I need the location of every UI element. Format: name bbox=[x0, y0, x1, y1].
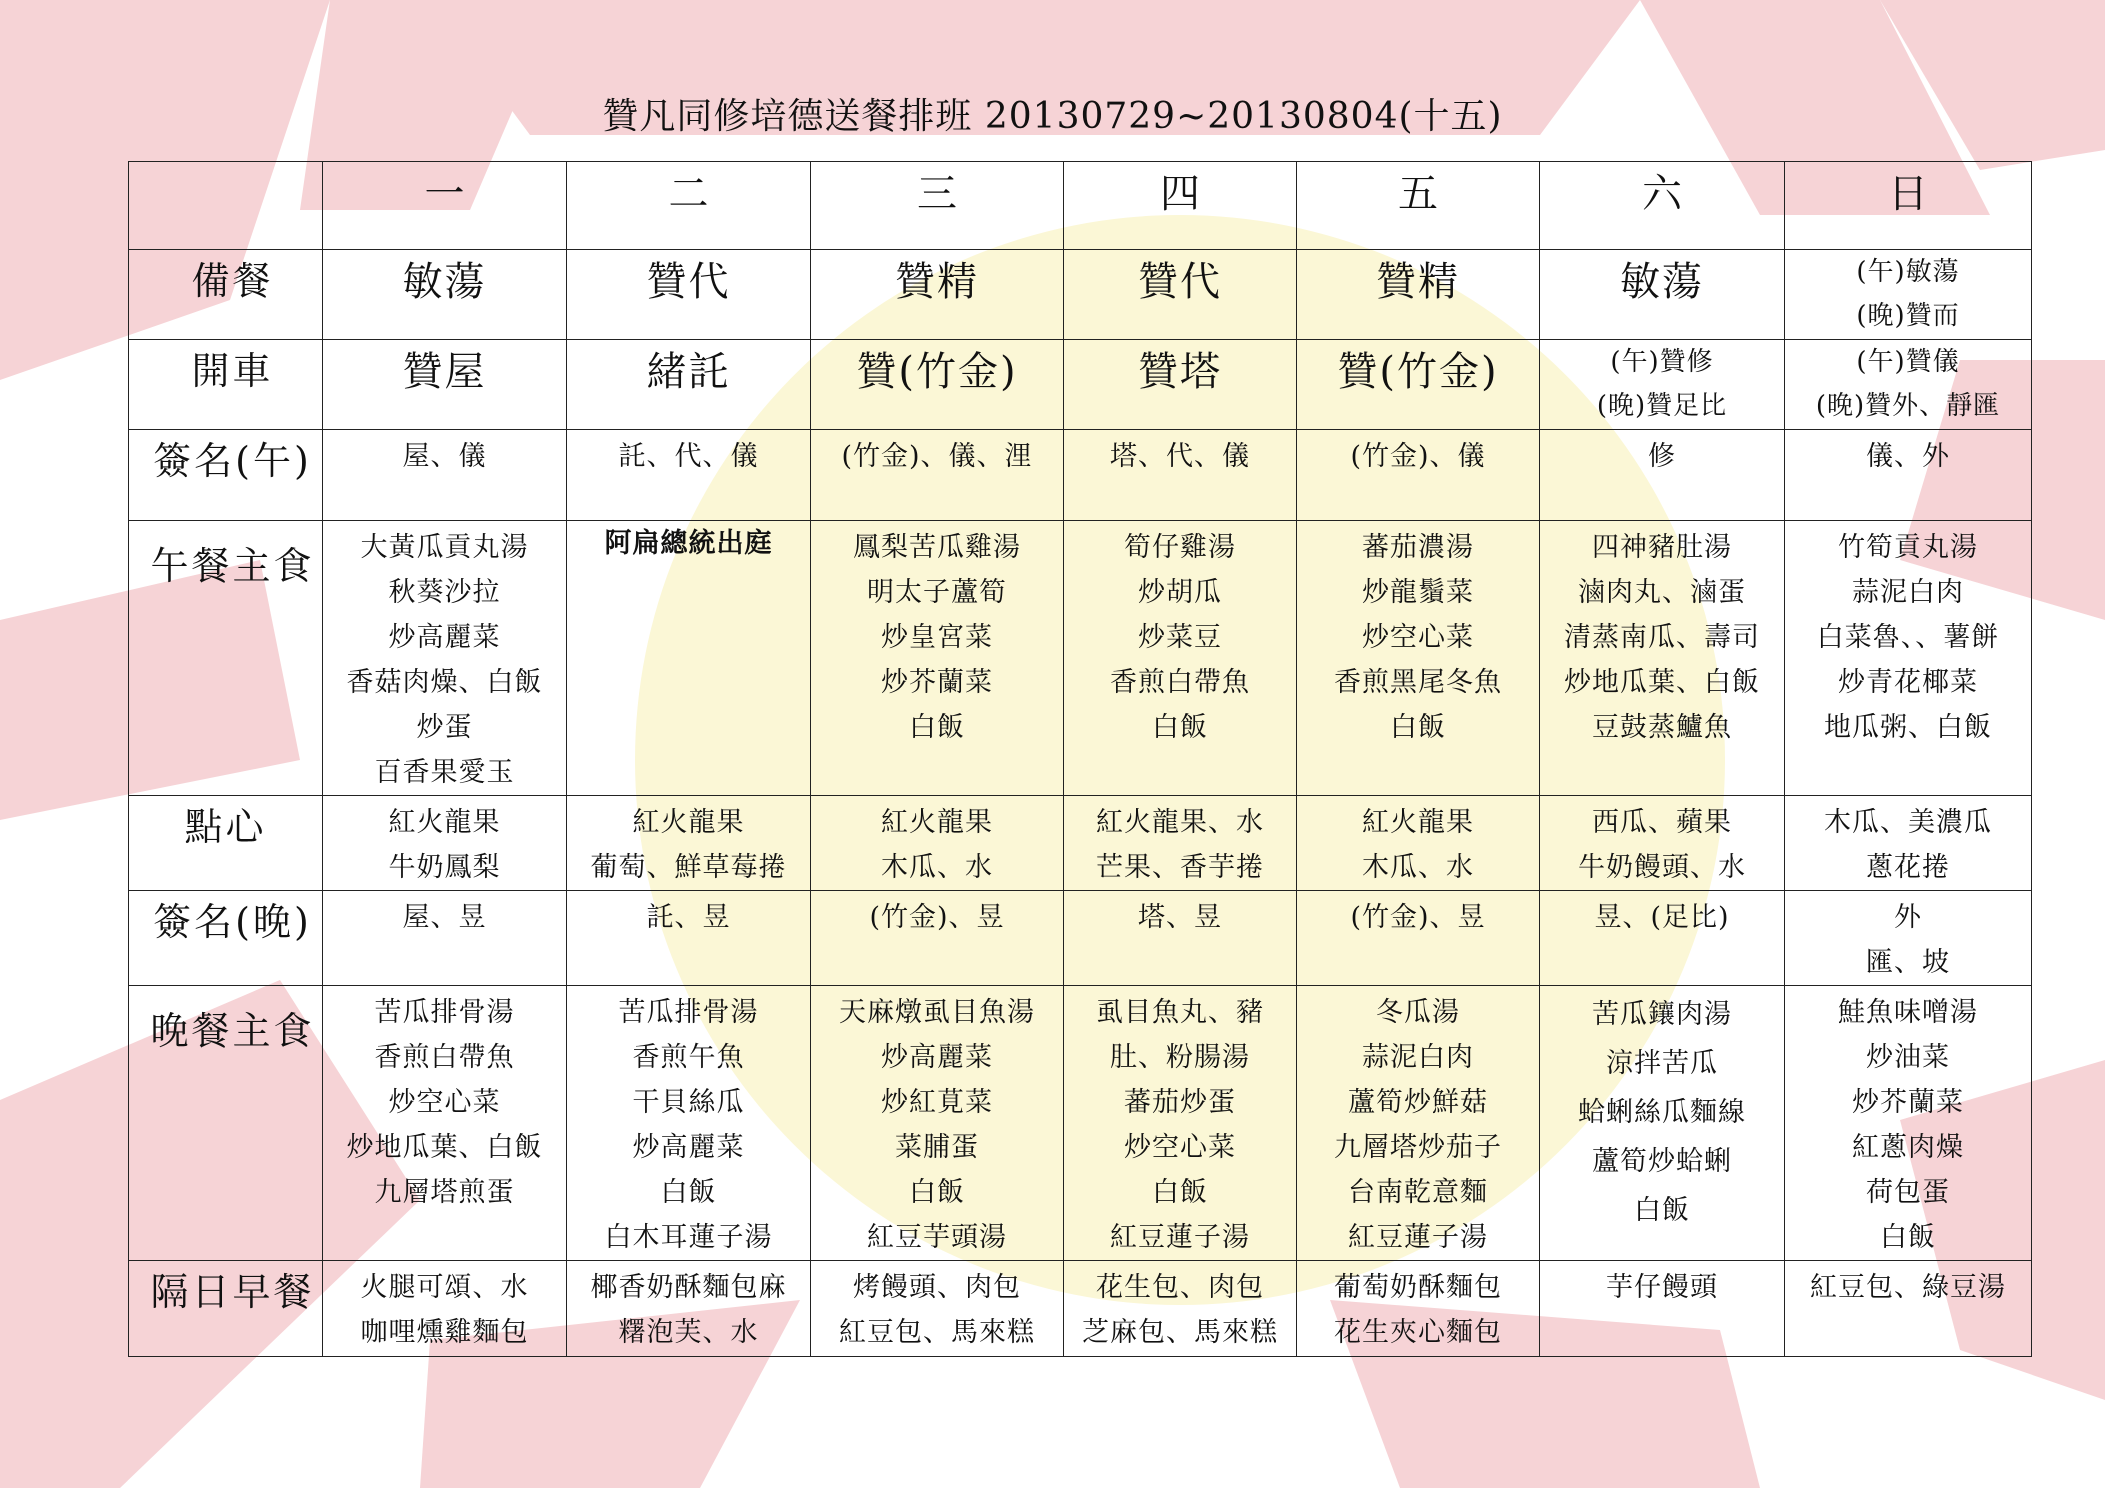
cell-line: 芋仔饅頭 bbox=[1606, 1272, 1718, 1303]
schedule-cell: 贊代 bbox=[1064, 250, 1297, 340]
cell-line: 蕃茄炒蛋 bbox=[1124, 1087, 1236, 1118]
cell-line: 椰香奶酥麵包麻 bbox=[590, 1272, 787, 1303]
cell-line: (晚)贊足比 bbox=[1596, 391, 1728, 421]
row-label: 晚餐主食 bbox=[129, 986, 323, 1261]
cell-line: 荷包蛋 bbox=[1866, 1177, 1950, 1208]
schedule-cell bbox=[1064, 986, 1297, 1261]
schedule-cell bbox=[567, 521, 811, 796]
day-header: 四 bbox=[1064, 162, 1297, 250]
cell-line: 炒胡瓜 bbox=[1138, 577, 1222, 608]
row-label: 簽名(午) bbox=[129, 430, 323, 521]
cell-line: 火腿可頌、水 bbox=[360, 1272, 529, 1303]
row-breakfast bbox=[129, 1261, 2032, 1357]
cell-line: 花生包、肉包 bbox=[1096, 1272, 1264, 1303]
row-label: 午餐主食 bbox=[129, 521, 323, 796]
cell-line: 紅火龍果 bbox=[881, 807, 993, 838]
cell-line: 苦瓜鑲肉湯 bbox=[1592, 999, 1732, 1030]
schedule-cell: 贊精 bbox=[811, 250, 1064, 340]
cell-line: 白飯 bbox=[1880, 1222, 1936, 1253]
cell-line: 芒果、香芋捲 bbox=[1096, 852, 1264, 883]
cell-line: 炒空心菜 bbox=[1124, 1132, 1236, 1163]
schedule-cell bbox=[1297, 1261, 1540, 1357]
cell-line: 炒芥蘭菜 bbox=[881, 667, 993, 698]
cell-line: 苦瓜排骨湯 bbox=[618, 997, 759, 1028]
cell-line: 大黃瓜貢丸湯 bbox=[360, 532, 529, 563]
cell-line: 香煎白帶魚 bbox=[374, 1042, 515, 1073]
cell-line: 紅豆包、馬來糕 bbox=[839, 1317, 1035, 1348]
row-drive bbox=[129, 340, 2032, 430]
schedule-cell bbox=[1064, 430, 1297, 521]
cell-line: 百香果愛玉 bbox=[374, 757, 515, 788]
day-header: 日 bbox=[1785, 162, 2032, 250]
cell-line: 天麻燉虱目魚湯 bbox=[839, 997, 1035, 1028]
cell-line: 豆鼓蒸鱸魚 bbox=[1592, 712, 1732, 743]
schedule-cell bbox=[1785, 340, 2032, 430]
cell-line: 涼拌苦瓜 bbox=[1606, 1048, 1718, 1079]
schedule-cell bbox=[811, 796, 1064, 891]
row-label: 隔日早餐 bbox=[129, 1261, 323, 1357]
cell-line: 烤饅頭、肉包 bbox=[853, 1272, 1021, 1303]
cell-line: 白飯 bbox=[1152, 1177, 1208, 1208]
cell-line: 紅蔥肉燥 bbox=[1852, 1132, 1964, 1163]
schedule-cell bbox=[1540, 796, 1785, 891]
cell-line: (午)贊儀 bbox=[1856, 347, 1960, 377]
cell-line: 蒜泥白肉 bbox=[1362, 1042, 1474, 1073]
cell-line: 木瓜、水 bbox=[1362, 852, 1474, 883]
cell-line: 炒蛋 bbox=[416, 712, 473, 743]
cell-line: 炒地瓜葉、白飯 bbox=[346, 1132, 543, 1163]
cell-line: 炒芥蘭菜 bbox=[1852, 1087, 1964, 1118]
row-lunch bbox=[129, 521, 2032, 796]
cell-line: 地瓜粥、白飯 bbox=[1824, 712, 1992, 743]
schedule-cell bbox=[1064, 796, 1297, 891]
schedule-cell bbox=[567, 796, 811, 891]
cell-line: 菜脯蛋 bbox=[895, 1132, 979, 1163]
schedule-cell bbox=[323, 1261, 567, 1357]
schedule-cell bbox=[1785, 986, 2032, 1261]
row-label: 簽名(晚) bbox=[129, 891, 323, 986]
schedule-cell bbox=[1064, 1261, 1297, 1357]
day-header: 六 bbox=[1540, 162, 1785, 250]
schedule-cell bbox=[567, 1261, 811, 1357]
cell-line: 台南乾意麵 bbox=[1348, 1177, 1488, 1208]
cell-line: 炒皇宮菜 bbox=[881, 622, 993, 653]
cell-line: 牛奶鳳梨 bbox=[388, 852, 501, 883]
cell-line: 香煎白帶魚 bbox=[1110, 667, 1250, 698]
cell-line: 炒菜豆 bbox=[1138, 622, 1222, 653]
cell-line: 葡萄奶酥麵包 bbox=[1334, 1272, 1502, 1303]
cell-line: 四神豬肚湯 bbox=[1592, 532, 1732, 563]
schedule-cell bbox=[1540, 986, 1785, 1261]
cell-line: 滷肉丸、滷蛋 bbox=[1578, 577, 1746, 608]
schedule-cell bbox=[1540, 340, 1785, 430]
cell-line: 炒空心菜 bbox=[1362, 622, 1474, 653]
cell-line: 清蒸南瓜、壽司 bbox=[1564, 622, 1760, 653]
schedule-cell bbox=[1785, 1261, 2032, 1357]
cell-line: (竹金)、儀、浬 bbox=[841, 441, 1033, 472]
schedule-cell bbox=[1540, 430, 1785, 521]
cell-line: 肚、粉腸湯 bbox=[1110, 1042, 1250, 1073]
schedule-cell bbox=[567, 891, 811, 986]
cell-line: 木瓜、水 bbox=[881, 852, 993, 883]
cell-line: 冬瓜湯 bbox=[1376, 997, 1460, 1028]
cell-line: 白木耳蓮子湯 bbox=[604, 1222, 773, 1253]
schedule-cell bbox=[1785, 430, 2032, 521]
cell-line: 紅豆蓮子湯 bbox=[1110, 1222, 1250, 1253]
cell-line: 屋、儀 bbox=[402, 441, 487, 472]
cell-line: 紅火龍果 bbox=[1362, 807, 1474, 838]
schedule-cell bbox=[811, 891, 1064, 986]
cell-line: 蔥花捲 bbox=[1866, 852, 1950, 883]
row-label: 開車 bbox=[129, 340, 323, 430]
cell-line: 西瓜、蘋果 bbox=[1592, 807, 1732, 838]
schedule-cell bbox=[811, 1261, 1064, 1357]
cell-line: 明太子蘆筍 bbox=[867, 577, 1007, 608]
schedule-cell: 緒託 bbox=[567, 340, 811, 430]
schedule-cell bbox=[1785, 796, 2032, 891]
meal-schedule-table bbox=[128, 161, 2032, 1357]
schedule-cell bbox=[811, 430, 1064, 521]
schedule-cell bbox=[323, 796, 567, 891]
cell-line: 阿扁總統出庭 bbox=[604, 528, 773, 559]
row-snack bbox=[129, 796, 2032, 891]
cell-line: 託、昱 bbox=[646, 902, 731, 933]
schedule-cell bbox=[811, 986, 1064, 1261]
cell-line: 香煎午魚 bbox=[632, 1042, 745, 1073]
cell-line: (午)贊修 bbox=[1610, 347, 1714, 377]
cell-line: 葡萄、鮮草莓捲 bbox=[590, 852, 787, 883]
schedule-cell bbox=[1297, 521, 1540, 796]
cell-line: 蕃茄濃湯 bbox=[1362, 532, 1474, 563]
cell-line: 修 bbox=[1648, 441, 1676, 472]
cell-line: 白飯 bbox=[1634, 1195, 1690, 1226]
row-sign-noon bbox=[129, 430, 2032, 521]
cell-line: 白飯 bbox=[1390, 712, 1446, 743]
corner-cell bbox=[129, 162, 323, 250]
cell-line: 昱、(足比) bbox=[1594, 902, 1730, 933]
cell-line: 虱目魚丸、豬 bbox=[1096, 997, 1264, 1028]
schedule-cell: 敏蕩 bbox=[323, 250, 567, 340]
cell-line: 咖哩燻雞麵包 bbox=[360, 1317, 529, 1348]
cell-line: 白飯 bbox=[660, 1177, 717, 1208]
schedule-cell bbox=[1540, 1261, 1785, 1357]
schedule-cell: 贊代 bbox=[567, 250, 811, 340]
row-dinner bbox=[129, 986, 2032, 1261]
cell-line: 塔、昱 bbox=[1138, 902, 1222, 933]
cell-line: 鮭魚味噌湯 bbox=[1838, 997, 1978, 1028]
cell-line: 塔、代、儀 bbox=[1110, 441, 1250, 472]
cell-line: 秋葵沙拉 bbox=[388, 577, 501, 608]
schedule-cell: 贊(竹金) bbox=[1297, 340, 1540, 430]
cell-line: 託、代、儀 bbox=[618, 441, 759, 472]
cell-line: 筍仔雞湯 bbox=[1124, 532, 1236, 563]
cell-line: 蒜泥白肉 bbox=[1852, 577, 1964, 608]
cell-line: 紅火龍果、水 bbox=[1096, 807, 1264, 838]
cell-line: (竹金)、儀 bbox=[1350, 441, 1486, 472]
row-sign-eve bbox=[129, 891, 2032, 986]
day-header: 五 bbox=[1297, 162, 1540, 250]
cell-line: 炒空心菜 bbox=[388, 1087, 501, 1118]
cell-line: 九層塔炒茄子 bbox=[1334, 1132, 1502, 1163]
cell-line: 苦瓜排骨湯 bbox=[374, 997, 515, 1028]
cell-line: 香煎黑尾冬魚 bbox=[1334, 667, 1502, 698]
schedule-cell: 贊屋 bbox=[323, 340, 567, 430]
schedule-cell bbox=[323, 891, 567, 986]
schedule-cell: 贊塔 bbox=[1064, 340, 1297, 430]
cell-line: 炒青花椰菜 bbox=[1838, 667, 1978, 698]
cell-line: (晚)贊而 bbox=[1856, 301, 1960, 331]
cell-line: 炒油菜 bbox=[1866, 1042, 1950, 1073]
cell-line: 紅豆芋頭湯 bbox=[867, 1222, 1007, 1253]
schedule-cell bbox=[1785, 250, 2032, 340]
cell-line: 干貝絲瓜 bbox=[632, 1087, 745, 1118]
cell-line: 炒龍鬚菜 bbox=[1362, 577, 1474, 608]
schedule-cell bbox=[1785, 891, 2032, 986]
schedule-cell bbox=[323, 986, 567, 1261]
cell-line: 花生夾心麵包 bbox=[1334, 1317, 1502, 1348]
cell-line: 香菇肉燥、白飯 bbox=[346, 667, 543, 698]
schedule-cell bbox=[323, 430, 567, 521]
row-label: 點心 bbox=[129, 796, 323, 891]
schedule-cell bbox=[1540, 521, 1785, 796]
cell-line: (竹金)、昱 bbox=[869, 902, 1005, 933]
schedule-cell bbox=[1297, 796, 1540, 891]
schedule-cell: 敏蕩 bbox=[1540, 250, 1785, 340]
cell-line: 紅豆包、綠豆湯 bbox=[1810, 1272, 2006, 1303]
schedule-cell bbox=[323, 521, 567, 796]
day-header: 一 bbox=[323, 162, 567, 250]
cell-line: 儀、外 bbox=[1866, 441, 1950, 472]
cell-line: 木瓜、美濃瓜 bbox=[1824, 807, 1992, 838]
schedule-cell bbox=[1297, 986, 1540, 1261]
schedule-cell: 贊精 bbox=[1297, 250, 1540, 340]
cell-line: 炒地瓜葉、白飯 bbox=[1564, 667, 1760, 698]
schedule-cell bbox=[1785, 521, 2032, 796]
schedule-cell bbox=[1064, 891, 1297, 986]
cell-line: 蘆筍炒鮮菇 bbox=[1348, 1087, 1488, 1118]
cell-line: 糬泡芙、水 bbox=[618, 1317, 759, 1348]
cell-line: 屋、昱 bbox=[402, 902, 487, 933]
cell-line: 鳳梨苦瓜雞湯 bbox=[853, 532, 1021, 563]
cell-line: 炒紅莧菜 bbox=[881, 1087, 993, 1118]
cell-line: 外 bbox=[1894, 902, 1922, 933]
cell-line: (午)敏蕩 bbox=[1856, 257, 1960, 287]
schedule-cell bbox=[567, 986, 811, 1261]
cell-line: 白飯 bbox=[1152, 712, 1208, 743]
schedule-cell bbox=[1540, 891, 1785, 986]
cell-line: (晚)贊外、靜匯 bbox=[1815, 391, 2001, 421]
cell-line: 竹筍貢丸湯 bbox=[1838, 532, 1978, 563]
cell-line: (竹金)、昱 bbox=[1350, 902, 1486, 933]
cell-line: 白菜魯、、薯餅 bbox=[1816, 622, 2000, 653]
cell-line: 白飯 bbox=[909, 1177, 965, 1208]
cell-line: 牛奶饅頭、水 bbox=[1578, 852, 1746, 883]
cell-line: 白飯 bbox=[909, 712, 965, 743]
schedule-cell: 贊(竹金) bbox=[811, 340, 1064, 430]
row-prep bbox=[129, 250, 2032, 340]
cell-line: 芝麻包、馬來糕 bbox=[1082, 1317, 1278, 1348]
cell-line: 九層塔煎蛋 bbox=[374, 1177, 515, 1208]
cell-line: 炒高麗菜 bbox=[632, 1132, 745, 1163]
day-header-row bbox=[129, 162, 2032, 250]
schedule-cell bbox=[567, 430, 811, 521]
cell-line: 匯、坡 bbox=[1866, 947, 1950, 978]
schedule-cell bbox=[1297, 430, 1540, 521]
schedule-cell bbox=[811, 521, 1064, 796]
cell-line: 紅火龍果 bbox=[388, 807, 501, 838]
day-header: 二 bbox=[567, 162, 811, 250]
row-label: 備餐 bbox=[129, 250, 323, 340]
cell-line: 紅豆蓮子湯 bbox=[1348, 1222, 1488, 1253]
cell-line: 紅火龍果 bbox=[632, 807, 745, 838]
document-title: 贊凡同修培德送餐排班 20130729~20130804(十五) bbox=[602, 96, 1503, 137]
schedule-cell bbox=[1297, 891, 1540, 986]
cell-line: 炒高麗菜 bbox=[388, 622, 501, 653]
cell-line: 蛤蜊絲瓜麵線 bbox=[1578, 1097, 1746, 1128]
cell-line: 炒高麗菜 bbox=[881, 1042, 993, 1073]
day-header: 三 bbox=[811, 162, 1064, 250]
schedule-cell bbox=[1064, 521, 1297, 796]
cell-line: 蘆筍炒蛤蜊 bbox=[1592, 1146, 1732, 1177]
